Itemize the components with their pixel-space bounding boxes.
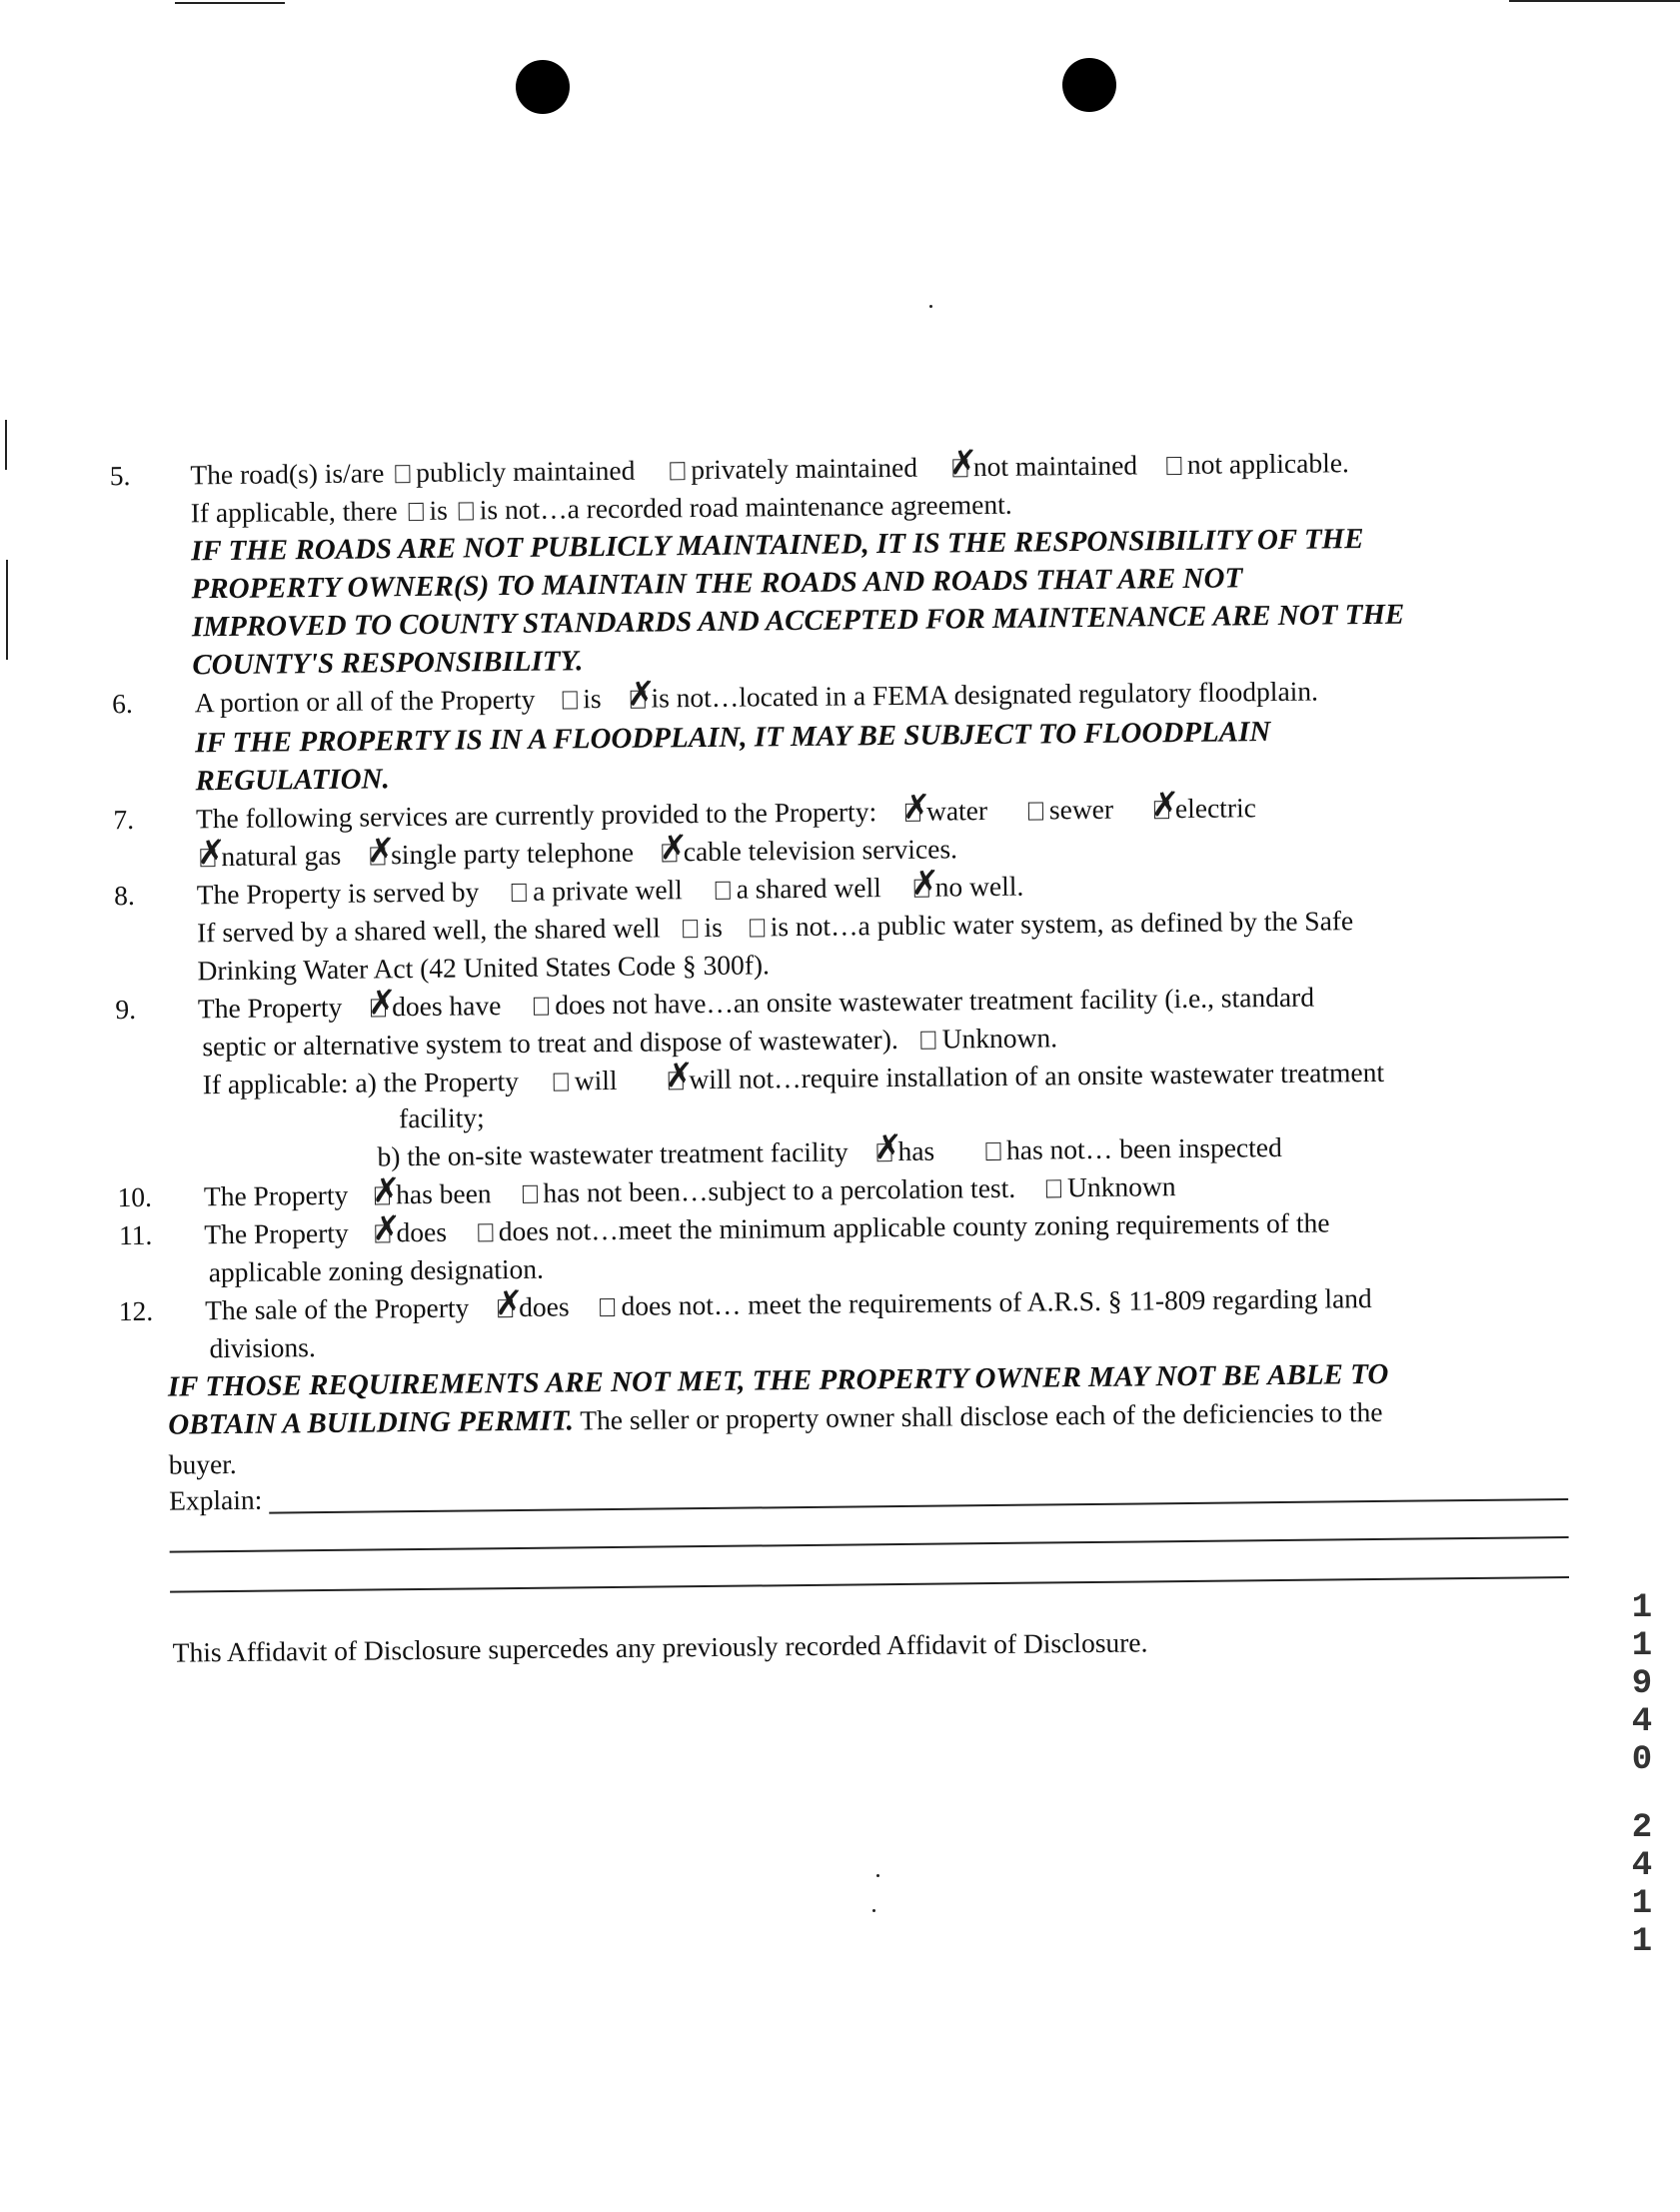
label-does-have-wastewater: does have [392, 990, 502, 1023]
checkbox-land-division-does-not[interactable] [600, 1298, 615, 1316]
serial-digit: 1 [1631, 1923, 1653, 1961]
checkbox-has-been-inspected[interactable] [876, 1143, 891, 1161]
label-public-system-is-not: is not…a public water system, as defined by the Safe [770, 905, 1354, 943]
label-floodplain-is: is [583, 683, 602, 715]
item-11-line-2: applicable zoning designation. [208, 1252, 545, 1288]
checkbox-perc-has-not-been[interactable] [522, 1185, 537, 1203]
checkbox-road-agreement-is[interactable] [408, 503, 423, 521]
label-private-well: a private well [533, 874, 684, 907]
label-sewer: sewer [1048, 793, 1114, 826]
scan-speck [872, 1909, 875, 1912]
checkbox-road-agreement-is-not[interactable] [459, 502, 474, 520]
item-8-prompt: The Property is served by [196, 876, 480, 911]
checkbox-perc-unknown[interactable] [1046, 1179, 1061, 1197]
item-8-line-1 [196, 870, 1024, 911]
item-9-line-4: facility; [398, 1102, 485, 1134]
label-has-not-been-inspected: has not… been inspected [1005, 1130, 1282, 1165]
label-perc-unknown: Unknown [1066, 1170, 1176, 1203]
item-12-number: 12. [118, 1294, 154, 1327]
checkbox-does-not-have-wastewater[interactable] [534, 998, 549, 1016]
label-does-not-have-wastewater: does not have…an onsite wastewater treatment facility (i.e., standard [555, 981, 1315, 1021]
item-9-line-2 [202, 1022, 1058, 1063]
item-9-line-1 [197, 981, 1315, 1025]
label-publicly-maintained: publicly maintained [416, 454, 636, 489]
item-5-line-1 [190, 449, 1349, 489]
label-road-agreement-is-not: is not…a recorded road maintenance agreement. [479, 488, 1012, 526]
serial-digit: 0 [1631, 1741, 1653, 1779]
item-5-warning-line-4: COUNTY'S RESPONSIBILITY. [192, 645, 584, 682]
disclosure-form [109, 425, 1549, 1668]
margin-mark-left [5, 420, 7, 470]
label-floodplain-is-not: is not…located in a FEMA designated regulatory floodplain. [651, 675, 1319, 714]
checkbox-publicly-maintained[interactable] [395, 465, 410, 483]
label-no-well: no well. [934, 870, 1024, 903]
item-10-prompt: The Property [203, 1178, 349, 1212]
item-5-line-2 [190, 488, 1012, 529]
scan-speck [876, 1874, 879, 1877]
label-road-agreement-is: is [429, 494, 449, 526]
checkbox-electric[interactable] [1154, 801, 1169, 819]
serial-digit: 1 [1631, 1885, 1653, 1923]
item-9-line-5 [377, 1130, 1282, 1172]
checkbox-single-party-telephone[interactable] [370, 847, 385, 865]
item-8-line-2 [197, 907, 1353, 947]
explain-label: Explain: [168, 1483, 263, 1516]
label-public-system-is: is [704, 911, 724, 944]
checkbox-wastewater-unknown[interactable] [921, 1032, 936, 1050]
top-rule-right [1509, 0, 1680, 2]
serial-digit: 2 [1631, 1809, 1653, 1847]
label-shared-well: a shared well [736, 872, 881, 905]
item-12-prompt: The sale of the Property [204, 1291, 470, 1326]
item-10-line-1 [204, 1172, 1176, 1210]
label-electric: electric [1174, 792, 1257, 825]
permit-warning-line-1: IF THOSE REQUIREMENTS ARE NOT MET, THE PROPERTY OWNER MAY NOT BE ABLE TO [167, 1357, 1389, 1403]
serial-digit: 1 [1631, 1589, 1653, 1627]
label-natural-gas: natural gas [221, 839, 342, 873]
checkbox-water[interactable] [905, 804, 920, 822]
label-cable-television: cable television services. [683, 833, 958, 868]
item-6-line-1 [194, 675, 1319, 719]
checkbox-not-applicable[interactable] [1166, 457, 1181, 475]
permit-warning-line-3: buyer. [168, 1447, 237, 1480]
explain-line-1[interactable] [269, 1498, 1568, 1514]
item-7-number: 7. [113, 803, 135, 836]
item-10-number: 10. [117, 1180, 153, 1213]
punch-hole-left [516, 60, 570, 114]
label-zoning-does-not: does not…meet the minimum applicable county zoning requirements of the [498, 1206, 1330, 1247]
item-5-warning-line-1: IF THE ROADS ARE NOT PUBLICLY MAINTAINED, IT IS THE RESPONSIBILITY OF THE [191, 523, 1364, 568]
label-perc-has-been: has been [395, 1177, 492, 1210]
checkbox-private-well[interactable] [512, 884, 527, 902]
item-12-line-1 [205, 1284, 1372, 1324]
margin-mark-left-2 [6, 560, 8, 660]
checkbox-floodplain-is[interactable] [562, 691, 577, 709]
item-11-prompt: The Property [204, 1216, 349, 1250]
checkbox-zoning-does[interactable] [375, 1224, 390, 1242]
item-5-prompt: The road(s) is/are [190, 457, 385, 491]
label-privately-maintained: privately maintained [691, 451, 918, 486]
item-9-applicable-b: b) the on-site wastewater treatment facility [377, 1135, 848, 1172]
top-rule-left [175, 2, 285, 4]
checkbox-public-system-is-not[interactable] [750, 919, 765, 937]
checkbox-land-division-does[interactable] [498, 1299, 513, 1317]
supersede-statement: This Affidavit of Disclosure supercedes any previously recorded Affidavit of Disclosure. [172, 1626, 1148, 1668]
item-6-warning-line-2: REGULATION. [195, 763, 390, 798]
label-will-not-require: will not…require installation of an onsite wastewater treatment [689, 1056, 1385, 1096]
checkbox-privately-maintained[interactable] [670, 462, 685, 480]
explain-line-3[interactable] [170, 1576, 1569, 1593]
label-single-party-telephone: single party telephone [390, 836, 635, 871]
label-land-division-does-not: does not… meet the requirements of A.R.S. § 11-809 regarding land [621, 1282, 1372, 1321]
item-6-warning-line-1: IF THE PROPERTY IS IN A FLOODPLAIN, IT MAY BE SUBJECT TO FLOODPLAIN [195, 716, 1271, 760]
item-12-line-2: divisions. [209, 1331, 316, 1364]
item-9-prompt: The Property [197, 991, 343, 1025]
checkbox-not-maintained[interactable] [952, 459, 967, 477]
checkbox-cable-television[interactable] [663, 844, 678, 862]
item-9-number: 9. [115, 993, 137, 1026]
scan-speck [929, 305, 932, 308]
item-8-line-3: Drinking Water Act (42 United States Code § 300f). [197, 949, 771, 987]
serial-digit: 9 [1631, 1665, 1653, 1703]
serial-digit: 4 [1631, 1847, 1653, 1885]
serial-gap [1627, 1779, 1657, 1809]
recording-serial-number [1627, 1589, 1657, 1961]
label-has-been-inspected: has [897, 1134, 935, 1166]
permit-warning-line-2 [168, 1395, 1383, 1441]
label-perc-has-not-been: has not been…subject to a percolation test. [543, 1171, 1016, 1208]
item-5-warning-line-3: IMPROVED TO COUNTY STANDARDS AND ACCEPTED FOR MAINTENANCE ARE NOT THE [191, 598, 1405, 644]
label-not-applicable: not applicable. [1186, 447, 1349, 480]
label-water: water [925, 795, 988, 827]
checkbox-will-require[interactable] [554, 1073, 569, 1091]
label-wastewater-unknown: Unknown. [941, 1022, 1058, 1055]
item-9-applicable-a: If applicable: a) the Property [202, 1065, 520, 1101]
item-5-agreement-prompt: If applicable, there [190, 495, 398, 529]
permit-warning-caps: OBTAIN A BUILDING PERMIT. [168, 1404, 575, 1441]
label-will-require: will [574, 1064, 618, 1097]
checkbox-sewer[interactable] [1028, 802, 1043, 820]
punch-hole-right [1062, 58, 1116, 112]
label-not-maintained: not maintained [972, 449, 1138, 483]
checkbox-public-system-is[interactable] [683, 920, 698, 938]
checkbox-natural-gas[interactable] [200, 849, 215, 867]
checkbox-will-not-require[interactable] [668, 1072, 683, 1090]
checkbox-shared-well[interactable] [716, 882, 731, 900]
item-7-line-2 [196, 833, 958, 873]
checkbox-zoning-does-not[interactable] [478, 1223, 493, 1241]
item-9-line-3 [202, 1056, 1385, 1101]
item-7-prompt: The following services are currently provided to the Property: [195, 796, 877, 835]
item-5-number: 5. [109, 459, 131, 492]
item-6-number: 6. [111, 687, 133, 720]
explain-line-2[interactable] [170, 1536, 1569, 1553]
label-land-division-does: does [519, 1290, 570, 1322]
item-5-warning-line-2: PROPERTY OWNER(S) TO MAINTAIN THE ROADS AND ROADS THAT ARE NOT [191, 562, 1243, 606]
checkbox-does-have-wastewater[interactable] [371, 999, 386, 1017]
checkbox-no-well[interactable] [914, 880, 929, 898]
item-9-septic-text: septic or alternative system to treat and dispose of wastewater). [202, 1023, 898, 1063]
checkbox-has-not-been-inspected[interactable] [985, 1142, 1000, 1160]
checkbox-floodplain-is-not[interactable] [630, 691, 645, 709]
item-11-line-1 [204, 1206, 1330, 1250]
item-8-number: 8. [113, 879, 135, 912]
checkbox-perc-has-been[interactable] [375, 1186, 390, 1204]
item-7-line-1 [196, 794, 1256, 833]
item-8-shared-well-prompt: If served by a shared well, the shared well [197, 912, 661, 949]
item-11-number: 11. [118, 1218, 153, 1251]
serial-digit: 4 [1631, 1703, 1653, 1741]
label-zoning-does: does [396, 1215, 448, 1248]
permit-warning-text: The seller or property owner shall disclose each of the deficiencies to the [573, 1395, 1383, 1436]
serial-digit: 1 [1631, 1627, 1653, 1665]
item-6-prompt: A portion or all of the Property [194, 683, 536, 719]
